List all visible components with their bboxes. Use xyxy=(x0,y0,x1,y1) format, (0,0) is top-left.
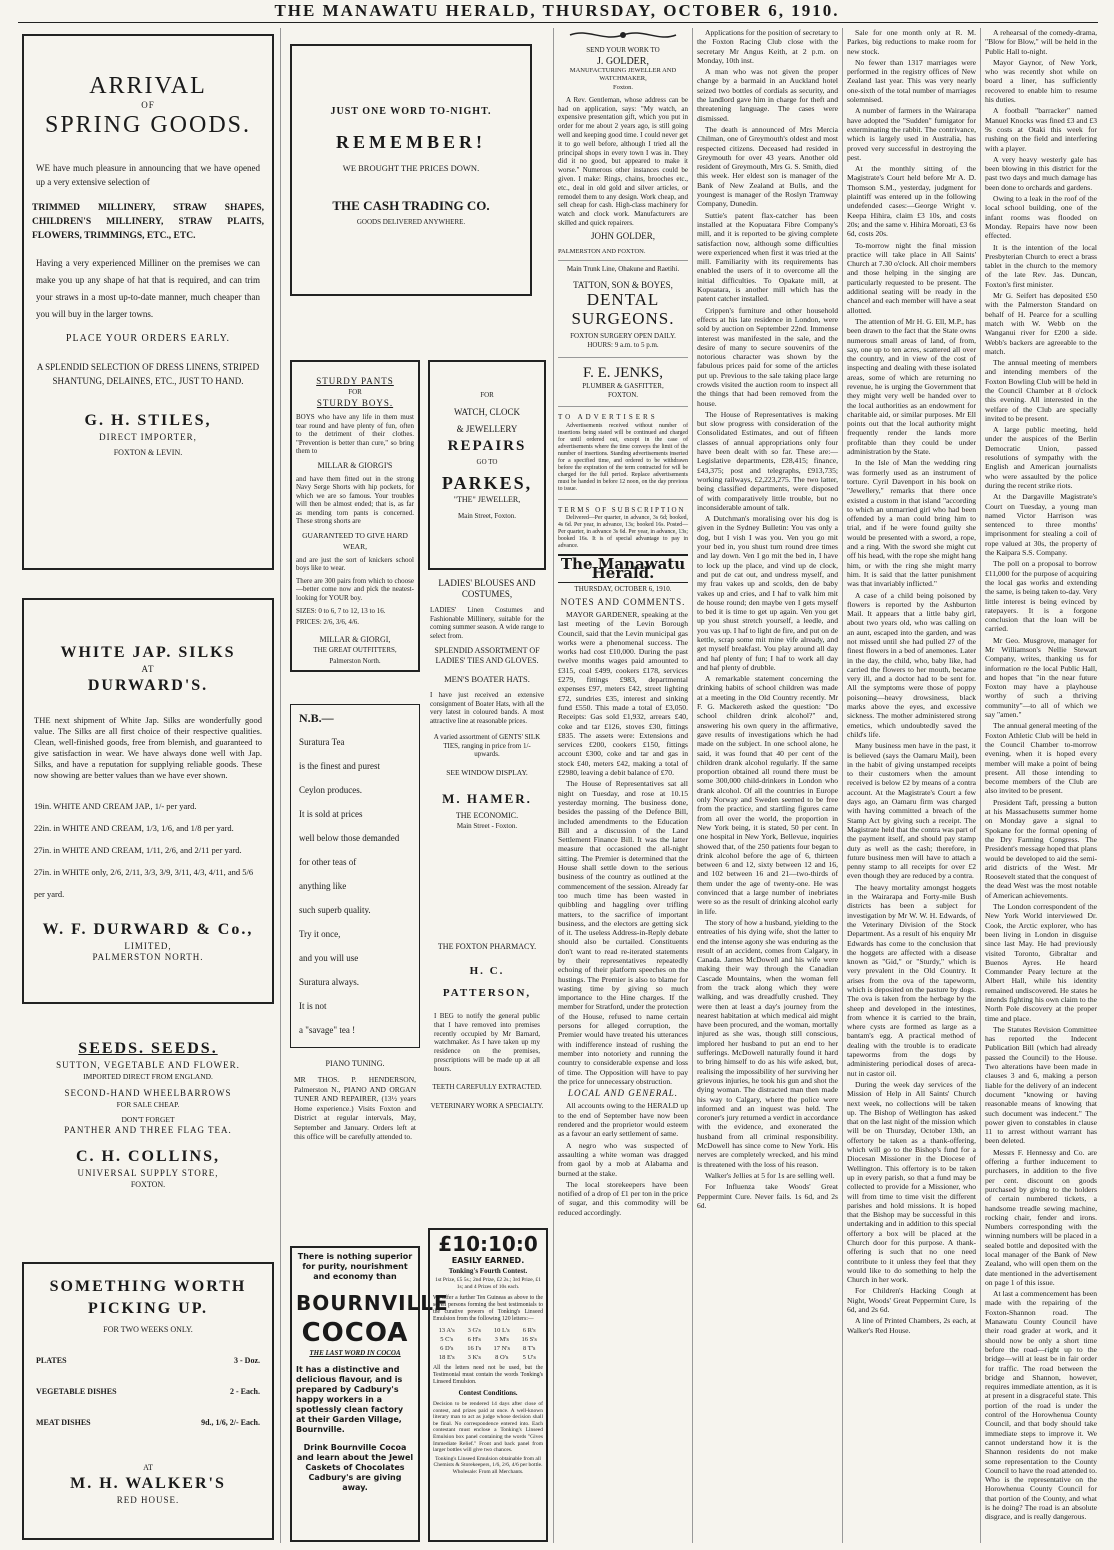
ad-line: DON'T FORGET xyxy=(121,1115,175,1124)
tea-line: It is not xyxy=(299,1001,327,1011)
ad-spring-goods xyxy=(22,34,274,570)
article-paragraph: At the Dargaville Magistrate's Court on Tuesday, a young man named Victor Harrison was sentenced to three months' imprisonment for stealing a coil of rope valued at 30s, the property of the Kaipara S.S. Company. xyxy=(985,492,1097,558)
ad-body: Having a very experienced Milliner on the premises we can make you up any shape of hat that is required, and can trim your straws in a most up-to-date manner, much cheaper than you will buy in the larger towns. xyxy=(36,258,260,319)
article-paragraph: Mayor Gaynor, of New York, who was recently shot while on board a liner, has sufficiently recovered to enable him to resume his duties. xyxy=(985,57,1097,105)
ad-place: FOXTON. xyxy=(607,390,638,399)
article-paragraph: MAYOR GARDENER, speaking at the last meeting of the Levin Borough Council, said that the Levin municipal gas works were a phenomenal success. The works had cost £10,000. During the past twelve months wages paid amounted to £315, coal £499, cookers £178, services £279, fittings £983, departmental expenses £97, meters £42, street lighting £72, sundries £35, interest and sinking fund £550. This made a total of £3,050. Receipts: Gas sold £1,932, arrears £40, coke and tar £126, stoves £30, fittings £835. The assets were: Extensions and services £200, cookers £150, fittings account £300, coke and tar and gas in stock £40, meters £42, making a total of £2980, leaving a debit balance of £70. xyxy=(558,610,688,778)
article-paragraph: The heavy mortality amongst hoggets in the Wairarapa and Forty-mile Bush districts has been a subject for investigation by Mr W. W. H. Edwards, of the Veterinary Division of the Stock Department. As a result of his enquiry Mr Edwards has come to the conclusion that the hoggets are affected with a disease known as "Gid," or "Sturdy," which is very prevalent in the Old Country. It arises from the ova of the tapeworm, which is deposited on the pasture by dogs. The ova is taken from the herbage by the sheep and developed in the intestines, from whence it is carried to the brain, where cysts are formed as large as a bantam's egg. A practical method of dealing with the trouble is to eradicate tapeworms from the dogs by administering periodical doses of areca-nut in castor oil. xyxy=(847,882,976,1078)
price-line: 27in. in WHITE only, 2/6, 2/11, 3/3, 3/9, 3/11, 4/3, 4/11, and 5/6 per yard. xyxy=(34,867,254,899)
ad-teeth: TEETH CAREFULLY EXTRACTED. xyxy=(432,1082,542,1091)
letter-count: 3 M's xyxy=(494,1336,509,1343)
ad-role: UNIVERSAL SUPPLY STORE, xyxy=(77,1168,219,1178)
ad-dress: A SPLENDID SELECTION OF DRESS LINENS, STRIPED SHANTUNG, DELAINES, ETC., JUST TO HAND. xyxy=(36,362,260,386)
letter-count: 16 I's xyxy=(467,1345,482,1352)
ad-name: MILLAR & GIORGI, xyxy=(319,635,391,644)
ad-name: PARKES, xyxy=(441,473,533,493)
ad-role: THE GREAT OUTFITTERS, xyxy=(313,646,397,654)
article-paragraph: The House of Representatives sat all night on Tuesday, and rose at 10.15 yesterday morning. The business done, besides the passing of the Defence Bill, included amendments to the Education Bill and a discussion of the Land Settlement Finance Bill. It was the latter measure that occasioned the all-night sitting. The Premier is determined that the House shall settle down to the serious business of the country as outlined at the commencement of the session. Already far too much time has been wasted in quibbling and haggling over trifling matters, to the sacrifice of important business, and the electors are getting sick of it. The useless Address-in-Reply debate should also be curtailed. Constituents don't want to read re-iterated statements by their representatives repeatedly echoing of their platform speeches on the hustings. The Premier is also to blame for wasting time by giving so much importance to the Hine charges. If the member for Stratford, under the protection of the House, refused to name certain persons for alleged corruption, the Premier would have treated his utterances with indifference instead of rushing the member into notoriety and running the country to considerable expense and loss of time. The Opposition will have to pay the price for unnecessary obstruction. xyxy=(558,779,688,1086)
ad-at: AT xyxy=(143,1463,153,1472)
brand-tag: THE LAST WORD IN COCOA xyxy=(309,1349,401,1357)
ad-role: DIRECT IMPORTER, xyxy=(99,432,197,442)
article-paragraph: To-morrow night the final mission practice will take place in All Saints' Church at 7.30 o'clock. All choir members and those helping in the singing are particularly requested to be present. The additional seating will be ready in the chancel and each member will have a seat allotted. xyxy=(847,240,976,315)
brand-name: BOURNVILLE xyxy=(296,1291,449,1315)
ad-vet: VETERINARY WORK A SPECIALTY. xyxy=(430,1101,544,1110)
ad-name: G. H. STILES, xyxy=(84,412,212,429)
tea-line: is the finest and purest xyxy=(299,761,380,771)
tea-line: Try it once, xyxy=(299,929,341,939)
ad-title: DENTAL SURGEONS. xyxy=(571,290,675,329)
article-paragraph: The poll on a proposal to borrow £11,000 for the purpose of acquiring the local gas works and extending the same, is being taken to-day. Very little interest is being evinced by ratepayers. It is a forgone conclusion that the loan will be carried. xyxy=(985,559,1097,634)
ad-for: FOR xyxy=(480,391,494,399)
ad-head: SPLENDID ASSORTMENT OF LADIES' TIES AND GLOVES. xyxy=(434,646,540,665)
ad-piano-tuning xyxy=(290,1054,420,1234)
item-name: MEAT DISHES xyxy=(36,1418,91,1427)
price-line: 22in. in WHITE AND CREAM, 1/3, 1/6, and 1/8 per yard. xyxy=(34,823,234,833)
ad-line: PANTHER AND THREE FLAG TEA. xyxy=(64,1125,232,1135)
ad-place: PALMERSTON NORTH. xyxy=(92,952,204,962)
article-paragraph: President Taft, pressing a button at his Massachusetts summer home on Monday gave a signal to Spokane for the formal opening of the Dry Farming Congress. The President's message hoped that plans would be developed to aid the semi-arid districts of the West. Mr Roosevelt stated that the conquest of the dead West was the most notable of American achievements. xyxy=(985,797,1097,900)
ad-title: REPAIRS xyxy=(447,438,527,454)
ad-place: FOXTON & LEVIN. xyxy=(113,448,183,457)
letter-count: 13 A's xyxy=(438,1327,455,1334)
article-paragraph: The Statutes Revision Committee has reported the Indecent Publication Bill (which had already passed the Council) to the House. Two alterations have been made in clauses 3 and 6, making a person liable for the delivery of an indecent document "knowing or having reasonable means of knowing that such document was indecent." The power given to constables in clause 11 to arrest without warrant has been deleted. xyxy=(985,1024,1097,1146)
ad-at: AT xyxy=(141,664,155,674)
ad-limited: LIMITED, xyxy=(124,941,172,951)
ad-title: SOMETHING WORTH PICKING UP. xyxy=(49,1278,247,1317)
ad-sub: FOR TWO WEEKS ONLY. xyxy=(103,1325,193,1334)
ad-role: PLUMBER & GASFITTER, xyxy=(582,381,664,390)
ad-name: J. GOLDER, xyxy=(597,56,649,68)
letter-count: 6 R's xyxy=(522,1327,536,1334)
ad-of: OF xyxy=(141,100,155,110)
tea-line: Suratura Tea xyxy=(299,737,345,747)
ad-body: I BEG to notify the general public that I have removed into premises recently occupied by Mr Barnard, watchmaker. As I have taken up my residence on the premises, prescriptions will be made up at all hours. xyxy=(434,1012,540,1073)
ad-place: Palmerston North. xyxy=(329,657,381,665)
ad-name: F. E. JENKS, xyxy=(582,364,664,381)
ad-body: We offer a further Ten Guineas as above to the seven persons forming the best testimonials to the curative powers of Tonking's Linseed Emulsion from the following 120 letters:— xyxy=(433,1295,543,1322)
article-paragraph: It is the intention of the local Presbyterian Church to erect a brass tablet in the church to the memory of the late Rev. Jas. Duncan, Foxton's first minister. xyxy=(985,242,1097,289)
column-divider xyxy=(842,28,843,1543)
ad-top: Main Trunk Line, Ohakune and Raetihi. xyxy=(566,265,680,274)
ad-name: THE CASH TRADING CO. xyxy=(332,198,490,213)
ad-title: THE FOXTON PHARMACY. xyxy=(437,942,537,951)
ad-place: FOXTON. xyxy=(130,1180,166,1189)
tea-line: It is sold at prices xyxy=(299,809,363,819)
letter-count: 3 G's xyxy=(467,1327,481,1334)
column-4 xyxy=(558,28,688,1219)
ad-sign: JOHN GOLDER, xyxy=(591,230,655,241)
ad-line: & JEWELLERY xyxy=(456,424,518,434)
article-paragraph: A very heavy westerly gale has been blowing in this district for the past two days and much damage has been done to orchards and gardens. xyxy=(985,154,1097,192)
item-price: 9d., 1/6, 2/- Each. xyxy=(201,1418,260,1427)
ad-foot: GOODS DELIVERED ANYWHERE. xyxy=(356,218,466,226)
tea-line: a "savage" tea ! xyxy=(299,1025,356,1035)
section-body: Delivered—Per quarter, in advance, 3s 6d; booked, 4s 6d. Per year, in advance, 13s; booked 16s. Posted—Per quarter, in advance 3s 6d. Per year, in advance, 13s; booked 16s. It is of special advantage to pay in advance. xyxy=(558,514,688,549)
letter-grid xyxy=(433,1326,543,1362)
ad-body: Decision to be rendered 14 days after close of contest, and prizes paid at once. A well-known literary man to act as judge whose decision shall be final. No correspondence entered into. Each contestant must enclose a Tonking's Linseed Emulsion box panel containing the words "Gives Immediate Relief." Front and back panel from larger bottles will give two chances. xyxy=(433,1401,543,1454)
ad-line: SECOND-HAND WHEELBARROWS xyxy=(64,1088,232,1098)
ad-see: SEE WINDOW DISPLAY. xyxy=(446,767,528,777)
brand-name: COCOA xyxy=(301,1318,409,1348)
letter-count: 6 D's xyxy=(440,1345,454,1352)
ad-body: A varied assortment of GENTS' SILK TIES, ranging in price from 1/- upwards. xyxy=(433,733,541,758)
tea-line: and you will use xyxy=(299,953,359,963)
tea-line: Ceylon produces. xyxy=(299,785,362,795)
ad-role: MANUFACTURING JEWELLER AND WATCHMAKER, xyxy=(569,66,677,82)
article-paragraph: A case of a child being poisoned by flowers is reported by the Ashburton Mail. It appears that a little baby girl, about two years old, who was calling on an aunt, escaped into the garden, and was not missed until she had pulled 27 of the finest flowers in a bed of anemones. Later in the day, the child, who, baby like, had carried the flowers to her mouth, became very ill, and a doctor had to be sent for. All the symptoms were those of poppy poisoning—heavy drowsiness, black marks above the eyes, and excessive sickness. The mother administered strong emetics, which undoubtedly saved the child's life. xyxy=(847,590,976,739)
ad-line: WATCH, CLOCK xyxy=(453,407,520,417)
ad-shop: DURWARD'S. xyxy=(87,677,209,694)
section-heading: NOTES AND COMMENTS. xyxy=(560,596,686,607)
ad-suratura-tea xyxy=(290,704,420,1048)
ad-tonking-contest xyxy=(428,1228,548,1542)
article-paragraph: A remarkable statement concerning the drinking habits of school children was made at a meeting in the Old Country recently. Mr F. G. Mackereth asked the question: "Do school children drink alcohol?" and, answering his own query in the affirmative, gave results of investigations which he had made on the subject. In one school alone, he said, it was found that 40 per cent of the children drank alcohol regularly. If the same proportion obtained all round there must be some 300,000 child-drinkers in London who drank alcohol. Of all the countries in Europe only Norway and Sweden seemed to be free from the practice, and startling figures came from all over the world, the proportion in New York being, it is stated, 50 per cent. In one hospital in New York, Bellevue, inquiries showed that, of the 250 patients four began to drink alcohol before the age of 6, thirteen between 6 and 12, sixty between 12 and 16, and 102 between 16 and 21—two-thirds of them under the age of twenty-one. He was convinced that a large number of inebriates were so as the result of drinking alcohol early in life. xyxy=(697,674,838,916)
item-name: PLATES xyxy=(36,1356,67,1365)
ad-place: Foxton. xyxy=(612,83,634,91)
article-paragraph: Messrs F. Hennessy and Co. are offering a further inducement to purchasers, in addition to the five per cent. discount on goods purchased by giving to the holders of certain numbered tickets, a handsome treadle sewing machine, rocking chair, fender and irons. Numbers corresponding with the winning numbers will be placed in a sealed bottle and deposited with the local manager of the Bank of New Zealand, who will open them on the date mentioned in the advertisement on page 1 of this issue. xyxy=(985,1147,1097,1287)
ad-repairs-parkes xyxy=(428,360,546,570)
ad-body: MR THOS. P. HENDERSON, Palmerston N., PIANO AND ORGAN TUNER AND REPAIRER, (13½ years Home experience.) Visits Foxton and District at regular intervals, May, September and January. Orders left at this office will be carefully attended to. xyxy=(294,1075,416,1141)
article-paragraph: In the Isle of Man the wedding ring was formerly used as an instrument of torture. Cyril Davenport in his book on "Jewellery," remarks that there once existed a custom in that island "according to which an unmarried girl who had been offended by a man could bring him to trial, and if he were found guilty she would be presented with a sword, a rope, and a ring. With the sword she might cut off his head, with the rope she might hang him, or with the ring she might marry him. It is said that the latter punishment was that invariably inflicted." xyxy=(847,458,976,589)
ad-sub: FOXTON SURGERY OPEN DAILY. xyxy=(570,332,676,341)
ad-foxton-pharmacy xyxy=(428,924,546,1224)
article-paragraph: A negro who was suspected of assaulting a white woman was dragged from gaol by a mob at Alabama and burned at the stake. xyxy=(558,1140,688,1178)
ad-name: M. H. WALKER'S xyxy=(70,1475,226,1492)
article-paragraph: During the week day services of the Mission of Help in All Saints' Church next week, no collections will be taken up. The Bishop of Wellington has asked that on the last night of the mission which will be on Thursday, October 13th, an offertory be taken as a thank-offering, which will go to the Bishop's fund for a Diocesan Missioner in the Diocese of Wellington. This offertory is to be taken up in every parish, so that a fund may be collected to provide for a Missioner, who will from time to time visit the different parishes and hold missions. It is hoped that the Bishop may be successful in this undertaking and in addition to this special offertory a box will be placed at the Church door for this purpose. A thank-offering is such that no one need contribute to it unless they feel that they would like to do something to help the Church in her work. xyxy=(847,1079,976,1285)
tea-line: such superb quality. xyxy=(299,905,371,915)
letter-count: 3 K's xyxy=(467,1354,481,1361)
ad-name: W. F. DURWARD & Co., xyxy=(42,921,254,938)
ad-foot: Drink Bournville Cocoa and learn about the Jewel Caskets of Chocolates Cadbury's are giving away. xyxy=(296,1443,414,1492)
ad-guarantee: GUARANTEED TO GIVE HARD WEAR, xyxy=(302,530,408,551)
tea-line: anything like xyxy=(299,881,347,891)
article-paragraph: Walker's Jellies at 5 for 1s are selling well. xyxy=(705,1170,835,1180)
ad-prizes: 1st Prize, £5 5s.; 2nd Prize, £2 2s.; 3rd Prize, £1 1s; and 4 Prizes of 10s each. xyxy=(435,1277,541,1290)
ad-line: SUTTON, VEGETABLE AND FLOWER. xyxy=(56,1060,240,1070)
ad-foot: Tonking's Linseed Emulsion obtainable from all Chemists & Storekeepers, 1/6, 2/6, 4/6 per bottle. Wholesale: From all Merchants. xyxy=(433,1455,543,1475)
article-paragraph: The annual meeting of members and intending members of the Foxton Bowling Club will be held in the Council Chamber at 8 o'clock this evening. All interested in the welfare of the Club are specially invited to be present. xyxy=(985,358,1097,423)
column-6 xyxy=(847,28,976,1543)
article-paragraph: The House of Representatives is making but slow progress with consideration of the Consolidated Estimates, and out of fifteen classes of annual appropriations only four have been dealt with so far. These are:— Legislative departments, £28,415; finance, £43,375; post and telegraphs, £913,735; working railways, £2,223,275. The two latter, being classified departments, were disposed of with comparatively little trouble, but no inconsiderable amount of talk. xyxy=(697,409,838,512)
ad-prices: PRICES: 2/6, 3/6, 4/6. xyxy=(296,618,360,626)
ad-cash-trading xyxy=(290,44,532,296)
item-price: 2 - Each. xyxy=(230,1387,260,1396)
ad-sub: "THE" JEWELLER, xyxy=(453,495,521,504)
ad-shop: MILLAR & GIORGI'S xyxy=(317,460,393,470)
ad-cta: PLACE YOUR ORDERS EARLY. xyxy=(65,333,231,344)
column-divider xyxy=(280,28,281,1543)
masthead-rule xyxy=(18,22,1098,23)
tea-line: well below those demanded xyxy=(299,833,400,843)
letter-count: 5 U's xyxy=(522,1354,536,1361)
ad-head: MEN'S BOATER HATS. xyxy=(444,674,530,684)
article-paragraph: A line of Printed Chambers, 2s each, at Walker's Red House. xyxy=(847,1316,976,1335)
ad-body: and have them fitted out in the strong Navy Serge Shorts with hip pockets, for which we are so famous. Your troubles will then be almost ended; that is, as far as mending torn pants is concerned. These strong shorts are xyxy=(296,474,414,525)
section-head: TERMS OF SUBSCRIPTION xyxy=(558,505,686,514)
article-paragraph: Mr Geo. Musgrove, manager for Mr Williamson's Nellie Stewart Company, writes, thanking us for information re the local Public Hall, and hopes that "in the near future Foxton may have a playhouse worthy of such a thriving community"—to all of which we say "amen." xyxy=(985,635,1097,720)
ornament-icon xyxy=(568,28,678,42)
ad-place: Main Street - Foxton. xyxy=(456,821,518,830)
tea-line: Suratura always. xyxy=(299,977,359,987)
ad-sub: WE BROUGHT THE PRICES DOWN. xyxy=(342,163,480,173)
article-paragraph: A number of farmers in the Wairarapa have adopted the "Sudden" fumigator for exterminating the rabbit. The contrivance, which is largely used in Australia, has proved very successful in destroying the pest. xyxy=(847,106,976,162)
article-paragraph: The London correspondent of the New York World interviewed Dr. Cook, the Arctic explorer, who has been living in London in disguise since last May. He had previously visited Toronto, Gibraltar and Buenos Ayres. He heard Commander Peary lecture at the Albert Hall, while his identity remained undiscovered. He states he intends fighting his own claim to the North Pole discovery at the proper time and place. xyxy=(985,902,1097,1023)
ad-body: A Rev. Gentleman, whose address can be had on application, says: "My watch, an expensive presentation gift, which you put in order for me about 2 years ago, is still going well and keeping good time. I could never get it to go well before, although I tried all the principal shops in every town I was in. They did it no good, but appeared to make it worse." Numerous other instances could be given. I make: Rings, chains, brooches etc., etc., deal in old gold and silver articles, or remodel them to any design. Work cheap, and sell cheap for cash. High-class machinery for watch and clock work. Manufacturers are skilled and quick repairers. xyxy=(558,95,688,228)
article-paragraph: The local storekeepers have been notified of a drop of £1 per ton in the price of sugar, and this commodity will be reduced accordingly. xyxy=(558,1179,688,1217)
letter-count: 6 H's xyxy=(467,1336,481,1343)
ad-seeds xyxy=(22,1020,274,1230)
article-paragraph: Applications for the position of secretary to the Foxton Racing Club close with the secretary Mr Angus Keith, at 2 p.m. on Monday, 10th inst. xyxy=(697,28,838,65)
article-paragraph: Mr G. Seifert has deposited £50 with the Palmerston Standard on behalf of H. Pearce for a sculling match with W. Webb on the Wanganui river for £200 a side. Webb's backers are agreeable to the match. xyxy=(985,291,1097,356)
item-price: 3 - Doz. xyxy=(234,1356,260,1365)
ad-name: TATTON, SON & BOYES, xyxy=(573,279,673,290)
paper-date: THURSDAY, OCTOBER 6, 1910. xyxy=(574,585,672,594)
article-paragraph: At last a commencement has been made with the repairing of the Foxton-Shannon road. The Manawatu County Council have their road grader at work, and it should now be only a short time before the road—right up to the bridge—will at least be in fair order for traffic. The road between the bridge and Shannon, however, requires immediate attention, as it is at present in a disgraceful state. This portion of the road is under the control of the Horowhenua County Council, and that body should take immediate steps to improve it. We cannot understand how it is the Shannon residents do not make some representation to the County Council to have the road attended to. Who is the representative on the Horowhenua County Council for that portion of the County, and what is he doing? The road is an absolute disgrace, and is really dangerous. xyxy=(985,1289,1097,1522)
section-heading: LOCAL AND GENERAL. xyxy=(568,1088,678,1099)
ad-contest: Tonking's Fourth Contest. xyxy=(448,1267,528,1275)
item-name: VEGETABLE DISHES xyxy=(36,1387,117,1396)
ad-sturdy-pants xyxy=(290,360,420,672)
ad-line: IMPORTED DIRECT FROM ENGLAND. xyxy=(83,1072,213,1081)
section-head: TO ADVERTISERS xyxy=(558,413,658,422)
article-paragraph: Suttie's patent flax-catcher has been installed at the Kopuatara Fibre Company's mill, and it is reported to be giving complete satisfaction now, although some difficulties were experienced when first it was tried at the mill. Familiarity with its requirements has enabled the users of it to overcome all the initial difficulties. To Opakate mill, at Kopuatara, is another mill which has the patent catcher installed. xyxy=(697,210,838,304)
ad-hamer xyxy=(428,576,546,916)
article-paragraph: Many business men have in the past, it is believed (says the Oamaru Mail), been in the habit of giving unstamped receipts to their customers when the amount received is below £2 by means of a contra account. At the Magistrate's Court a few days ago, an Oamaru firm was charged with having committed a breach of the Stamp Act by giving such a receipt. The Magistrate held that the contra was part of the payment itself, and should pay stamp duty as well as the cash; therefore, in future business men will have to attach a penny stamp to all receipts for over £2 even though they are reduced by a contra. xyxy=(847,741,976,881)
ad-head: PIANO TUNING. xyxy=(325,1059,385,1068)
ad-sub: THE ECONOMIC. xyxy=(455,810,519,820)
article-paragraph: The annual general meeting of the Foxton Athletic Club will be held in the Council Chamber to-morrow evening, when it is hoped every member will make a point of being present. All those intending to become members of the Club are also invited to be present. xyxy=(985,721,1097,796)
ad-easily: EASILY EARNED. xyxy=(451,1256,525,1265)
column-divider xyxy=(692,28,693,1543)
ad-name: H. C. PATTERSON, xyxy=(442,965,532,999)
section-body: Advertisements received without number of insertions being stated will be continued and charged for until ordered out, except in the case of advertisements where the time conveys the limit of the number of insertions. Standing advertisements inserted for a specified time, and ordered to be withdrawn before the expiration of the term contracted for will be charged for the full period. Replace advertisements must be handed in before 12 noon, on the day previous to issue. xyxy=(558,422,688,492)
ad-conditions: Contest Conditions. xyxy=(458,1389,518,1397)
ad-body: I have just received an extensive consignment of Boater Hats, with all the very latest in coloured bands. A most attractive line at reasonable prices. xyxy=(430,691,544,725)
ad-body: There are 300 pairs from which to choose—better come now and pick the neatest-looking for YOUR boy. xyxy=(296,576,414,602)
article-paragraph: A football "barracker" named Manuel Knocks was fined £3 and £3 9s costs at Otaki this week for rushing on the field and interfering with a player. xyxy=(985,106,1097,153)
article-paragraph: The death is announced of Mrs Mercia Chilman, one of Greymouth's oldest and most respected citizens. Deceased had resided in Greymouth for over 43 years. Another old resident of Greymouth, Mrs G. S. Smith, died this week. Her eldest son is manager of the Bank of New Zealand at Bulls, and the youngest is manager of the Roslyn Tramway Company, Dunedin. xyxy=(697,124,838,209)
paper-title: The Manawatu Herald. xyxy=(560,554,686,583)
ad-body: It has a distinctive and delicious flavour, and is prepared by Cadbury's happy workers in a spotlessly clean factory at their Garden Village, Bournville. xyxy=(296,1365,404,1434)
ad-place: RED HOUSE. xyxy=(116,1495,180,1505)
article-paragraph: A man who was not given the proper change by a barmaid in an Auckland hotel seized two bottles of cordials as security, and the landlord gave him in charge for theft and threatening language. The cases were dismissed. xyxy=(697,67,838,123)
ad-body: BOYS who have any life in them must tear round and have plenty of fun, often to the detriment of their clothes. "Prevention is better than cure," so bring them to xyxy=(296,413,414,455)
column-divider xyxy=(980,28,981,1543)
ad-title: LADIES' BLOUSES AND COSTUMES, xyxy=(438,578,536,599)
ad-items: TRIMMED MILLINERY, STRAW SHAPES, CHILDREN'S MILLINERY, STRAW PLAITS, FLOWERS, TRIMMINGS, ETC., ETC. xyxy=(32,203,264,241)
price-line: 19in. WHITE AND CREAM JAP., 1/- per yard. xyxy=(34,801,197,811)
ad-note: All the letters need not be used, but the Testimonial must contain the words Tonking's Linseed Emulsion. xyxy=(433,1365,543,1385)
ad-line: FOR SALE CHEAP. xyxy=(116,1100,180,1109)
letter-count: 18 E's xyxy=(438,1354,455,1361)
letter-count: 10 L's xyxy=(493,1327,510,1334)
masthead: THE MANAWATU HERALD, THURSDAY, OCTOBER 6, 1910. xyxy=(274,1,840,20)
ad-remember: REMEMBER! xyxy=(336,132,486,152)
ad-prize: £10:10:0 xyxy=(438,1232,538,1256)
ad-title: N.B.— xyxy=(299,711,334,725)
ad-title: SEEDS. SEEDS. xyxy=(78,1040,218,1057)
ad-intro: WE have much pleasure in announcing that we have opened up a very extensive selection of xyxy=(36,163,260,187)
article-paragraph: No fewer than 1317 marriages were performed in the registry offices of New Zealand last year. This was very nearly one-sixth of the total number of marriages solemnised. xyxy=(847,57,976,105)
ad-send: SEND YOUR WORK TO xyxy=(586,46,660,54)
column-5 xyxy=(697,28,838,1543)
article-paragraph: The attention of Mr H. G. Ell, M.P., has been drawn to the fact that the State owns numerous small areas of land, of from, say, one up to ten acres, scattered all over the country, and in view of the cost of inspecting and dealing with these isolated areas, some of which are returning no revenue, he is urging the Government that they might very well be handed over to the local authorities as an endowment for charitable aid, or similar purposes. Mr Ell points out that the local authority might frequently render the lands more profitable than they could be under administration by the State. xyxy=(847,316,976,457)
article-paragraph: A Dutchman's moralising over his dog is given in the Sydney Bulletin: You vas only a dog, but I vish I was you. Ven you go mit your bed in, you shust turn round dree times and lay down. Ven I go mit the bed in, I have to lock up the place, and vind up de clock, and put de cat out, and undress myself, and my frau vakes up and scolds, den de baby vakes up and cries, and I haf to valk him mit de house round; den maybe ven I gets myself to bed it is time to get up again. Ven you get up you shust stretch yourself, a leedle, and you vas up. I haf to light de fire, and put on de kettle, scrap some mit mine vife already, and get myself breakfast. You play around all day and haf plenty of fun; I haf to work all day and haf plenty of drubble. xyxy=(697,514,838,672)
ad-white-jap-silks xyxy=(22,598,274,1004)
ad-title: WHITE JAP. SILKS xyxy=(60,644,236,661)
ad-sizes: SIZES: 0 to 6, 7 to 12, 13 to 16. xyxy=(296,607,386,615)
ad-goto: GO TO xyxy=(476,458,498,466)
article-paragraph: Sale for one month only at R. M. Parkes, big reductions to make room for new stock. xyxy=(847,28,976,56)
ad-sign2: PALMERSTON AND FOXTON. xyxy=(558,248,646,256)
ad-title: ARRIVAL xyxy=(89,73,207,99)
ad-name: C. H. COLLINS, xyxy=(75,1148,221,1165)
ad-title: SPRING GOODS. xyxy=(44,112,252,138)
letter-count: 16 S's xyxy=(521,1336,537,1343)
ad-top: There is nothing superior for purity, nourishment and economy than xyxy=(297,1252,413,1281)
letter-count: 5 C's xyxy=(440,1336,454,1343)
article-paragraph: Crippen's furniture and other household effects at his late residence in London, were sold by auction on September 22nd. Immense interest was manifested in the sale, and the desire of many to secure souvenirs of the notorious character was shown by the fabulous prices paid for some of the articles put up. Previous to the sale taking place large crowds visited the auction room to inspect all the things that had been removed from the house. xyxy=(697,305,838,408)
article-paragraph: At the monthly sitting of the Magistrate's Court held before Mr A. D. Thomson S.M., yesterday, judgment for plaintiff was entered up in the following undefended cases:—George Wright v. Keepa Hihira, claim £3 10s, and costs 20s; and the same v. Hihira Moroati, £3 6s 6d, costs 20s. xyxy=(847,164,977,239)
article-paragraph: The story of how a husband, yielding to the entreaties of his dying wife, shot the latter to end the intense agony she was enduring as the result of an accident, comes from Calgary, in Canada. James McDowell and his wife were making their way through the Canadian Cascade Mountains, when the woman fell from the track along which they were walking, and was dreadfully crushed. They were then at least a day's journey from the nearest habitation at which medical aid might have been procured, and the woman, mortally injured as she was, though still conscious, implored her husband to put an end to her sufferings. McDowell naturally found it hard to bring himself to do as his wife asked, but, realising the impossibility of her surviving her grievous injuries, he took his gun and shot the dying woman. The distracted man then made his way to Calgary, where the police were informed and an inquest was held. The coroner's jury returned a verdict in accordance with the evidence, and exonerated the husband from all criminal responsibility. McDowell has since come to New York. His nerves are completely wrecked, and his mind is threatened with the loss of his reason. xyxy=(697,917,838,1169)
price-line: 27in. in WHITE AND CREAM, 1/11, 2/6, and 2/11 per yard. xyxy=(34,845,242,855)
ad-title: STURDY PANTS xyxy=(316,376,394,386)
tea-line: for other teas of xyxy=(299,857,357,867)
ad-hours: HOURS: 9 a.m. to 5 p.m. xyxy=(587,341,659,350)
letter-count: 17 N's xyxy=(493,1345,511,1352)
letter-count: 8 T's xyxy=(523,1345,536,1352)
article-paragraph: A rehearsal of the comedy-drama, "Blow for Blow," will be held in the Public Hall to-night. xyxy=(985,28,1097,56)
letter-count: 8 O's xyxy=(495,1354,509,1361)
article-paragraph: A large public meeting, held under the auspices of the Berlin Democratic Union, passed resolutions of sympathy with the English and American journalists who were assaulted by the police during the recent strike riots. xyxy=(985,425,1097,490)
ad-place: Main Street, Foxton. xyxy=(458,512,516,520)
ad-body: and are just the sort of knickers school boys like to wear. xyxy=(296,555,414,572)
ad-body: THE next shipment of White Jap. Silks are wonderfully good value. The Silks are all first choice of their respective qualities. Clean, well-finished goods, free from blemish, and guaranteed to give satisfaction in wear. We have always done well with Jap. Silks, and have a reputation for supplying reliable goods. These now showing are better values than we have ever shown. xyxy=(34,715,262,780)
article-paragraph: For Children's Hacking Cough at Night, Woods' Great Peppermint Cure, 1s 6d, and 2s 6d. xyxy=(847,1286,976,1315)
article-paragraph: For Influenza take Woods' Great Peppermint Cure. Never fails. 1s 6d, and 2s 6d. xyxy=(697,1182,838,1210)
column-7 xyxy=(985,28,1097,1543)
ad-for: FOR xyxy=(348,388,362,396)
ad-something-worth xyxy=(22,1262,274,1540)
column-divider xyxy=(553,28,554,1543)
ad-boys: STURDY BOYS. xyxy=(316,398,394,408)
article-paragraph: All accounts owing to the HERALD up to the end of September have now been rendered and the proprietor would esteem as a favour an early settlement of same. xyxy=(558,1101,688,1139)
ad-title: JUST ONE WORD TO-NIGHT. xyxy=(330,106,492,117)
ad-name: M. HAMER. xyxy=(442,790,532,806)
ad-body: LADIES' Linen Costumes and Fashionable Millinery, suitable for the coming summer season. A wide range to select from. xyxy=(430,606,544,640)
article-paragraph: Owing to a leak in the roof of the local school building, one of the infant rooms was flooded on Monday. Repairs have now been effected. xyxy=(985,194,1097,241)
